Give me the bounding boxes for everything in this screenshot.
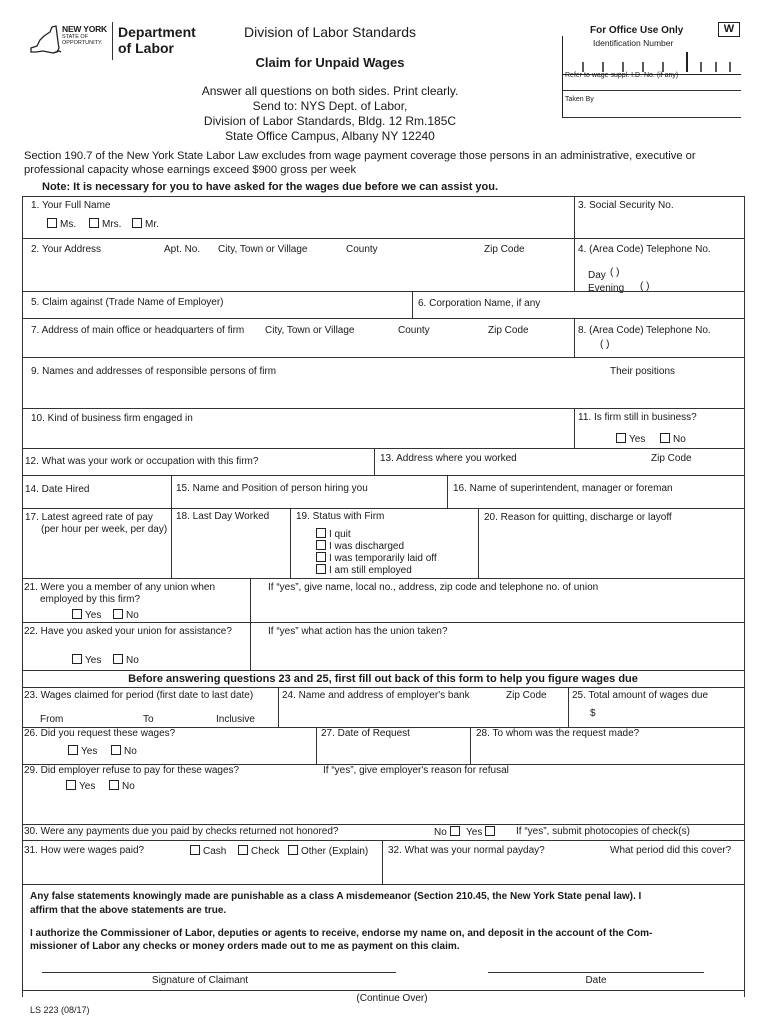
checkbox[interactable] bbox=[316, 528, 326, 538]
logo-state-of: STATE OF bbox=[62, 34, 89, 40]
signature-line[interactable] bbox=[42, 972, 396, 973]
address-line-2: State Office Campus, Albany NY 12240 bbox=[225, 129, 435, 143]
other-label: Other (Explain) bbox=[301, 846, 369, 857]
checkbox[interactable] bbox=[616, 433, 626, 443]
still-employed-label: I am still employed bbox=[329, 565, 412, 576]
q23-label: 23. Wages claimed for period (first date to last date) bbox=[24, 690, 254, 701]
q22-label: 22. Have you asked your union for assistance? bbox=[24, 626, 232, 637]
logo-of-labor: of Labor bbox=[118, 40, 174, 56]
checkbox[interactable] bbox=[72, 654, 82, 664]
q9-label: 9. Names and addresses of responsible persons of firm bbox=[31, 366, 277, 377]
q2-label: 2. Your Address bbox=[31, 244, 102, 255]
q21-label-1: 21. Were you a member of any union when bbox=[24, 582, 216, 593]
date-line[interactable] bbox=[488, 972, 704, 973]
q8-area-code: ( ) bbox=[600, 339, 610, 350]
before-23-instruction: Before answering questions 23 and 25, first fill out back of this form to help you figure wages due bbox=[128, 673, 638, 685]
checkbox[interactable] bbox=[316, 564, 326, 574]
no-label: No bbox=[126, 655, 139, 666]
false-statement-1: Any false statements knowingly made are punishable as a class A misdemeanor (Section 210.45, the New York State penal law). I bbox=[30, 891, 642, 902]
q17-label-1: 17. Latest agreed rate of pay bbox=[25, 512, 153, 523]
q15-label: 15. Name and Position of person hiring you bbox=[176, 483, 368, 494]
city7-label: City, Town or Village bbox=[265, 325, 355, 336]
q24-label: 24. Name and address of employer's bank bbox=[282, 690, 470, 701]
quit-label: I quit bbox=[329, 529, 351, 540]
logo-opportunity: OPPORTUNITY. bbox=[62, 40, 103, 46]
q11-yes-option[interactable] bbox=[616, 433, 645, 445]
q31-label: 31. How were wages paid? bbox=[24, 845, 145, 856]
false-statement-2: affirm that the above statements are true. bbox=[30, 905, 227, 916]
continue-over: (Continue Over) bbox=[356, 993, 428, 1004]
authorization-2: missioner of Labor any checks or money orders made out to me as payment on this claim. bbox=[30, 941, 460, 952]
period-label: What period did this cover? bbox=[610, 845, 732, 856]
yes-label: Yes bbox=[85, 655, 102, 666]
yes-label: Yes bbox=[81, 746, 98, 757]
evening-area-code: ( ) bbox=[640, 281, 650, 292]
q28-label: 28. To whom was the request made? bbox=[476, 728, 640, 739]
q29-if-yes: If “yes”, give employer's reason for refusal bbox=[323, 765, 509, 776]
form-number: LS 223 (08/17) bbox=[30, 1005, 90, 1015]
checkbox[interactable] bbox=[72, 609, 82, 619]
dollar-sign: $ bbox=[590, 708, 596, 719]
q30-yes-option[interactable] bbox=[466, 826, 498, 838]
checkbox[interactable] bbox=[111, 745, 121, 755]
q17-label-2: (per hour per week, per day) bbox=[41, 524, 168, 535]
q1-label: 1. Your Full Name bbox=[31, 200, 111, 211]
day-area-code: ( ) bbox=[610, 267, 620, 278]
zip24-label: Zip Code bbox=[506, 690, 547, 701]
q29-label: 29. Did employer refuse to pay for these wages? bbox=[24, 765, 240, 776]
checkbox[interactable] bbox=[113, 654, 123, 664]
mrs-label: Mrs. bbox=[102, 219, 122, 230]
logo-department: Department bbox=[118, 24, 196, 40]
paid-cash-option[interactable] bbox=[190, 845, 226, 857]
q32-label: 32. What was your normal payday? bbox=[388, 845, 545, 856]
day-label: Day bbox=[588, 270, 606, 281]
city-label: City, Town or Village bbox=[218, 244, 308, 255]
yes-label: Yes bbox=[466, 827, 483, 838]
q16-label: 16. Name of superintendent, manager or foreman bbox=[453, 483, 673, 494]
title-ms-option[interactable] bbox=[47, 218, 76, 230]
q22-if-yes: If “yes” what action has the union taken? bbox=[268, 626, 448, 637]
q26-label: 26. Did you request these wages? bbox=[24, 728, 176, 739]
inclusive-label: Inclusive bbox=[216, 714, 255, 725]
status-discharged-option[interactable] bbox=[316, 540, 404, 552]
q25-label: 25. Total amount of wages due bbox=[572, 690, 709, 701]
q11-label: 11. Is firm still in business? bbox=[578, 412, 697, 423]
q21-label-2: employed by this firm? bbox=[40, 594, 141, 605]
q26-no-option[interactable] bbox=[111, 745, 137, 757]
checkbox[interactable] bbox=[66, 780, 76, 790]
q29-no-option[interactable] bbox=[109, 780, 135, 792]
checkbox[interactable] bbox=[113, 609, 123, 619]
signature-label: Signature of Claimant bbox=[151, 975, 249, 986]
status-quit-option[interactable] bbox=[316, 528, 351, 540]
q21-if-yes: If “yes”, give name, local no., address, zip code and telephone no. of union bbox=[268, 582, 599, 593]
county-label: County bbox=[346, 244, 378, 255]
checkbox[interactable] bbox=[132, 218, 142, 228]
from-label: From bbox=[40, 714, 64, 725]
checkbox[interactable] bbox=[316, 540, 326, 550]
checkbox[interactable] bbox=[288, 845, 298, 855]
q5-label: 5. Claim against (Trade Name of Employer) bbox=[31, 297, 224, 308]
q6-label: 6. Corporation Name, if any bbox=[418, 298, 541, 309]
q30-label: 30. Were any payments due you paid by checks returned not honored? bbox=[24, 826, 339, 837]
q27-label: 27. Date of Request bbox=[321, 728, 410, 739]
q14-label: 14. Date Hired bbox=[25, 484, 90, 495]
q21-no-option[interactable] bbox=[113, 609, 139, 621]
form-title: Claim for Unpaid Wages bbox=[255, 55, 405, 70]
checkbox[interactable] bbox=[485, 826, 495, 836]
checkbox[interactable] bbox=[190, 845, 200, 855]
paid-check-option[interactable] bbox=[238, 845, 279, 857]
q30-no-option[interactable] bbox=[434, 826, 463, 838]
checkbox[interactable] bbox=[47, 218, 57, 228]
note: Note: It is necessary for you to have asked for the wages due before we can assist you. bbox=[42, 181, 499, 193]
nys-logo bbox=[28, 22, 208, 66]
laid-off-label: I was temporarily laid off bbox=[329, 553, 437, 564]
zip13-label: Zip Code bbox=[651, 453, 692, 464]
q4-label: 4. (Area Code) Telephone No. bbox=[578, 244, 711, 255]
paid-other-option[interactable] bbox=[288, 845, 368, 857]
q22-no-option[interactable] bbox=[113, 654, 139, 666]
w-mark: W bbox=[718, 22, 740, 37]
q13-label: 13. Address where you worked bbox=[380, 453, 517, 464]
q7-label: 7. Address of main office or headquarters of firm bbox=[31, 325, 245, 336]
zip7-label: Zip Code bbox=[488, 325, 529, 336]
yes-label: Yes bbox=[79, 781, 96, 792]
check-label: Check bbox=[251, 846, 280, 857]
q30-if-yes: If “yes”, submit photocopies of check(s) bbox=[516, 826, 690, 837]
q21-yes-option[interactable] bbox=[72, 609, 101, 621]
q11-no-option[interactable] bbox=[660, 433, 686, 445]
q29-yes-option[interactable] bbox=[66, 780, 95, 792]
section-text-1: Section 190.7 of the New York State Labor Law excludes from wage payment coverage those persons in an administrative, executive or bbox=[24, 150, 696, 162]
taken-by-label: Taken By bbox=[565, 96, 594, 103]
division-title: Division of Labor Standards bbox=[244, 24, 416, 40]
date-label: Date bbox=[585, 975, 607, 986]
q3-label: 3. Social Security No. bbox=[578, 200, 674, 211]
q20-label: 20. Reason for quitting, discharge or layoff bbox=[484, 512, 672, 523]
q26-yes-option[interactable] bbox=[68, 745, 97, 757]
q18-label: 18. Last Day Worked bbox=[176, 511, 270, 522]
checkbox[interactable] bbox=[316, 552, 326, 562]
no-label: No bbox=[124, 746, 137, 757]
checkbox[interactable] bbox=[450, 826, 460, 836]
discharged-label: I was discharged bbox=[329, 541, 405, 552]
refer-label: Refer to wage suppl. I.D. No. (if any) bbox=[565, 72, 679, 79]
no-label: No bbox=[122, 781, 135, 792]
checkbox[interactable] bbox=[109, 780, 119, 790]
address-line-1: Division of Labor Standards, Bldg. 12 Rm.185C bbox=[203, 114, 457, 128]
authorization-1: I authorize the Commissioner of Labor, deputies or agents to receive, endorse my name on, and deposit in the account of the Com- bbox=[30, 928, 653, 939]
id-number-field[interactable] bbox=[563, 48, 741, 75]
q8-label: 8. (Area Code) Telephone No. bbox=[578, 325, 711, 336]
new-york-state-map-icon bbox=[28, 24, 62, 58]
q19-label: 19. Status with Firm bbox=[296, 511, 385, 522]
checkbox[interactable] bbox=[89, 218, 99, 228]
send-to: Send to: NYS Dept. of Labor, bbox=[252, 99, 408, 113]
checkbox[interactable] bbox=[68, 745, 78, 755]
checkbox[interactable] bbox=[660, 433, 670, 443]
ms-label: Ms. bbox=[60, 219, 77, 230]
q12-label: 12. What was your work or occupation with this firm? bbox=[25, 456, 259, 467]
q22-yes-option[interactable] bbox=[72, 654, 101, 666]
checkbox[interactable] bbox=[238, 845, 248, 855]
instructions: Answer all questions on both sides. Print clearly. bbox=[201, 84, 459, 98]
q10-label: 10. Kind of business firm engaged in bbox=[31, 413, 193, 424]
county7-label: County bbox=[398, 325, 430, 336]
no-label: No bbox=[126, 610, 139, 621]
office-use-title: For Office Use Only bbox=[590, 25, 684, 36]
status-laid-off-option[interactable] bbox=[316, 552, 437, 564]
yes-label: Yes bbox=[85, 610, 102, 621]
logo-state-name: NEW YORK bbox=[62, 24, 107, 34]
no-label: No bbox=[434, 827, 447, 838]
mr-label: Mr. bbox=[145, 219, 159, 230]
section-text-2: professional capacity whose earnings exceed $900 gross per week bbox=[24, 164, 357, 176]
zip-label: Zip Code bbox=[484, 244, 525, 255]
title-mr-option[interactable] bbox=[132, 218, 159, 230]
title-mrs-option[interactable] bbox=[89, 218, 121, 230]
id-number-label: Identification Number bbox=[593, 38, 674, 48]
to-label: To bbox=[143, 714, 154, 725]
yes-label: Yes bbox=[629, 434, 646, 445]
apt-label: Apt. No. bbox=[164, 244, 201, 255]
positions-label: Their positions bbox=[610, 366, 676, 377]
cash-label: Cash bbox=[203, 846, 227, 857]
no-label: No bbox=[673, 434, 686, 445]
status-still-employed-option[interactable] bbox=[316, 564, 412, 576]
evening-label: Evening bbox=[588, 283, 625, 294]
